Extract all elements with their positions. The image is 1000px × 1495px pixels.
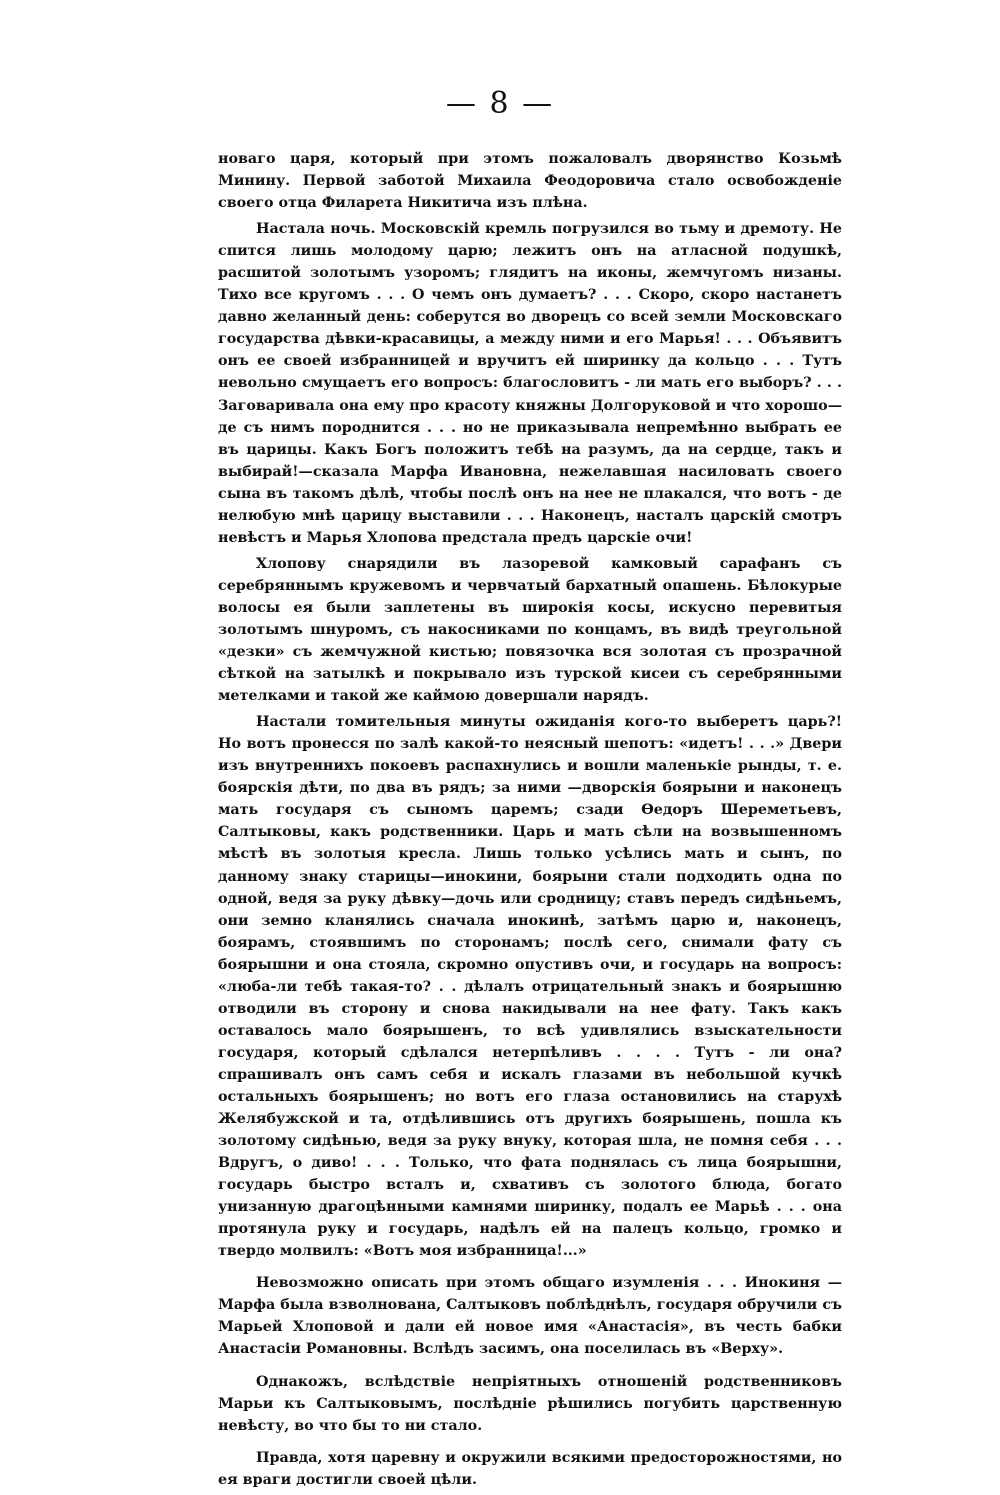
paragraph-7: Правда, хотя царевну и окружили всякими предосторожностями, но ея враги достигли своей цѣли.: [218, 1449, 842, 1488]
paragraph-6: Однакожъ, вслѣдствіе непріятныхъ отношеній родственниковъ Марьи къ Салтыковымъ, послѣдніе рѣшились погубить царственную невѣсту, во что бы то ни стало.: [218, 1373, 842, 1434]
paragraph-5: Невозможно описать при этомъ общаго изумленія . . . Инокиня — Марфа была взволнована, Салтыковъ поблѣднѣлъ, государя обручили съ Марьей Хлоповой и дали ей новое имя «Анастасія», въ честь бабки Анастасіи Романовны. Вслѣдъ засимъ, она поселилась въ «Верху».: [218, 1275, 842, 1358]
body-text: [218, 148, 842, 1495]
page-number: — 8 —: [445, 86, 555, 121]
paragraph-2: Настала ночь. Московскій кремль погрузился во тьму и дремоту. Не спится лишь молодому царю; лежитъ онъ на атласной подушкѣ, расшитой золотымъ узоромъ; глядитъ на иконы, жемчугомъ низаны. Тихо все кругомъ . . . О чемъ онъ думаетъ? . . . Скоро, скоро настанетъ давно желанный день: соберутся во дворецъ со всей земли Московскаго государства дѣвки-красавицы, а между ними и его Марья! . . . Объявитъ онъ ее своей избранницей и вручитъ ей ширинку да кольцо . . . Тутъ невольно смущаетъ его вопросъ: благословитъ - ли мать его выборъ? . . . Заговаривала она ему про красоту княжны Долгоруковой и что хорошо—де съ нимъ породнится . . . но не приказывала непремѣнно выбрать ее въ царицы. Какъ Богъ положитъ тебѣ на разумъ, да на сердце, такъ и выбирай!—сказала Марфа Ивановна, нежелавшая насиловать своего сына въ такомъ дѣлѣ, чтобы послѣ онъ на нее не плакался, что вотъ - де нелюбую мнѣ царицу выставили . . . Наконецъ, насталъ царскій смотръ невѣстъ и Марья Хлопова предстала предъ царскіе очи!: [218, 221, 842, 546]
paragraph-1: новаго царя, который при этомъ пожаловалъ дворянство Козьмѣ Минину. Первой заботой Михаила Феодоровича стало освобожденіе своего отца Филарета Никитича изъ плѣна.: [218, 151, 842, 212]
paragraph-3: Хлопову снарядили въ лазоревой камковый сарафанъ съ серебряннымъ кружевомъ и червчатый бархатный опашень. Бѣлокурые волосы ея были заплетены въ широкія косы, искусно перевитыя золотымъ шнуромъ, съ накосниками по концамъ, въ видѣ треугольной «дезки» съ жемчужной кистью; повязочка вся золотая съ прозрачной сѣткой на затылкѣ и покрывало изъ турской кисеи съ серебрянными метелками и такой же каймою довершали нарядъ.: [218, 555, 842, 705]
paragraph-4: Настали томительныя минуты ожиданія кого-то выберетъ царь?! Но вотъ пронесся по залѣ какой-то неясный шепотъ: «идетъ! . . .» Двери изъ внутреннихъ покоевъ распахнулись и вошли маленькіе рынды, т. е. боярскія дѣти, по два въ рядъ; за ними —дворскія боярыни и наконецъ мать государя съ сыномъ царемъ; сзади Ѳедоръ Шереметьевъ, Салтыковы, какъ родственники. Царь и мать сѣли на возвышенномъ мѣстѣ въ золотыя кресла. Лишь только усѣлись мать и сынъ, по данному знаку старицы—инокини, боярыни стали подходить одна по одной, ведя за руку дѣвку—дочь или сродницу; ставъ передъ сидѣньемъ, они земно клaнялись сначала инокинѣ, затѣмъ царю и, наконецъ, боярамъ, стоявшимъ по сторонамъ; послѣ сего, снимали фату съ боярышни и она стояла, скромно опустивъ очи, и государь на вопросъ: «люба-ли тебѣ такая-то? . . дѣлалъ отрицательный знакъ и боярышню отводили въ сторону и снова накидывали на нее фату. Такъ какъ оставалось мало боярышенъ, то всѣ удивлялись взыскательности государя, который сдѣлался нетерпѣливъ . . . . Тутъ - ли она? спрашивалъ онъ самъ себя и искалъ глазами въ небольшой кучкѣ остальныхъ боярышенъ; но вотъ его глаза остановились на старухѣ Желябужской и та, отдѣлившись отъ другихъ боярышень, пошла къ золотому сидѣнью, ведя за руку внуку, которая шла, не помня себя . . . Вдругъ, о диво! . . . Только, что фата поднялась съ лица боярышни, государь быстро всталъ и, схвативъ съ золотого блюда, богато унизанную драгоцѣнными камнями ширинку, подалъ ее Марьѣ . . . она протянула руку и государь, надѣлъ ей на палецъ кольцо, громко и твердо молвилъ: «Вотъ моя избранница!...»: [218, 714, 842, 1260]
